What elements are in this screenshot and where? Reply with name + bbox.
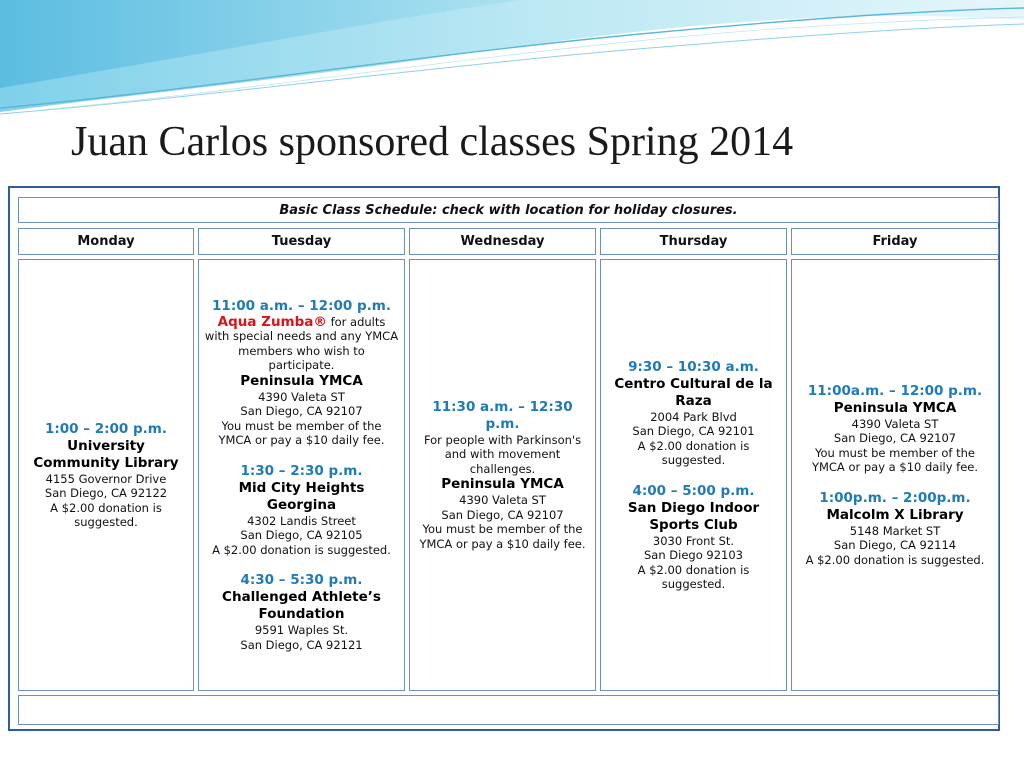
- session-location: Peninsula YMCA: [833, 399, 957, 416]
- session-location: Peninsula YMCA: [240, 372, 363, 389]
- wednesday-cell: [409, 259, 596, 691]
- session-city: San Diego, CA 92122: [44, 486, 168, 500]
- schedule-footer-row: [18, 695, 999, 725]
- session-address: 4390 Valeta ST: [258, 389, 345, 404]
- session-class-description: [204, 315, 399, 373]
- schedule-header: Basic Class Schedule: check with location for holiday closures.: [18, 197, 999, 223]
- session-address: 4302 Landis Street: [247, 513, 356, 528]
- session-address: 3030 Front St.: [652, 533, 735, 548]
- tuesday-cell: [198, 259, 405, 691]
- session-address: 2004 Park Blvd: [650, 409, 737, 424]
- session-time: 4:30 – 5:30 p.m.: [240, 572, 363, 589]
- session-city: San Diego, CA 92107: [833, 431, 957, 446]
- session-time: 9:30 – 10:30 a.m.: [628, 358, 759, 375]
- session-city: San Diego, CA 92114: [833, 538, 957, 553]
- session-address: 5148 Market ST: [849, 523, 941, 538]
- session-city: San Diego, CA 92107: [441, 507, 564, 522]
- day-header-wednesday: Wednesday: [409, 228, 596, 255]
- friday-cell: [791, 259, 999, 691]
- session-time: 1:00p.m. – 2:00p.m.: [819, 489, 971, 506]
- decorative-wave-banner: [0, 0, 1024, 120]
- thursday-session-1: [606, 359, 781, 468]
- session-location: Centro Cultural de la Raza: [614, 375, 773, 409]
- class-name: Aqua Zumba®: [217, 313, 327, 330]
- session-address: 9591 Waples St.: [254, 623, 349, 638]
- thursday-cell: [600, 259, 787, 691]
- session-address: 4390 Valeta ST: [459, 493, 546, 508]
- session-city: San Diego 92103: [644, 548, 743, 562]
- tuesday-session-3: [204, 572, 399, 652]
- session-description: For people with Parkinson's and with movement challenges.: [423, 432, 582, 476]
- session-note: You must be member of the YMCA or pay a $10 daily fee.: [218, 418, 385, 448]
- monday-cell: [18, 259, 194, 691]
- session-city: San Diego, CA 92107: [240, 404, 363, 419]
- day-header-tuesday: Tuesday: [198, 228, 405, 255]
- schedule-table: [8, 186, 1000, 731]
- session-time: 1:30 – 2:30 p.m.: [240, 462, 363, 479]
- thursday-session-2: [606, 483, 781, 592]
- session-city: San Diego, CA 92121: [240, 637, 363, 652]
- session-city: San Diego, CA 92105: [240, 528, 363, 543]
- class-desc: for adults with special needs and any YMCA members who wish to participate.: [204, 314, 399, 373]
- session-note: A $2.00 donation is suggested.: [637, 438, 750, 467]
- session-location: Peninsula YMCA: [441, 476, 564, 493]
- session-time: 4:00 – 5:00 p.m.: [632, 482, 755, 499]
- monday-session: [24, 421, 188, 530]
- tuesday-session-1: [204, 298, 399, 448]
- session-note: A $2.00 donation is suggested.: [805, 552, 985, 567]
- session-location: Mid City Heights Georgina: [238, 479, 365, 513]
- session-city: San Diego, CA 92101: [632, 424, 755, 438]
- session-note: A $2.00 donation is suggested.: [212, 542, 391, 557]
- session-time: 1:00 – 2:00 p.m.: [45, 420, 167, 437]
- session-note: You must be member of the YMCA or pay a $10 daily fee.: [419, 522, 586, 551]
- session-time: 11:00 a.m. – 12:00 p.m.: [212, 297, 391, 314]
- wednesday-session: [415, 399, 590, 552]
- session-address: 4390 Valeta ST: [851, 416, 939, 431]
- tuesday-session-2: [204, 463, 399, 558]
- session-location: Challenged Athlete’s Foundation: [222, 589, 381, 623]
- session-location: Malcolm X Library: [826, 506, 964, 523]
- session-time: 11:30 a.m. – 12:30 p.m.: [432, 398, 573, 432]
- session-location: University Community Library: [33, 437, 179, 471]
- day-header-friday: Friday: [791, 228, 999, 255]
- friday-session-2: [797, 490, 993, 568]
- session-note: A $2.00 donation is suggested.: [637, 562, 750, 591]
- friday-session-1: [797, 383, 993, 475]
- page-title: Juan Carlos sponsored classes Spring 2014: [71, 119, 794, 165]
- day-header-thursday: Thursday: [600, 228, 787, 255]
- session-time: 11:00a.m. – 12:00 p.m.: [807, 382, 983, 399]
- session-note: A $2.00 donation is suggested.: [50, 500, 162, 529]
- session-address: 4155 Governor Drive: [45, 471, 167, 486]
- session-note: You must be member of the YMCA or pay a $10 daily fee.: [811, 445, 979, 475]
- day-header-monday: Monday: [18, 228, 194, 255]
- session-location: San Diego Indoor Sports Club: [627, 499, 760, 533]
